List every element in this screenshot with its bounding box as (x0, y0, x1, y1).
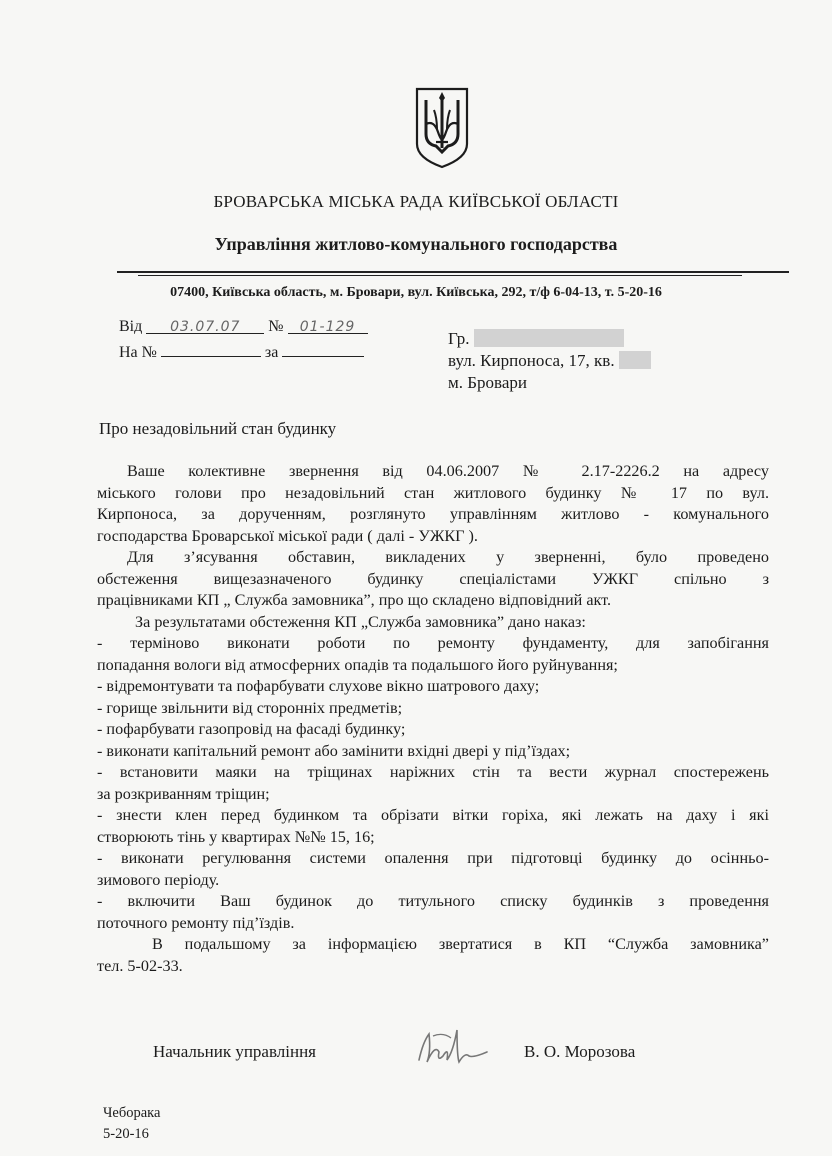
body-line: міського голови про незадовільний стан житлового будинку № 17 по вул. (97, 483, 769, 502)
body-line: працівниками КП „ Служба замовника”, про що складено відповідний акт. (97, 591, 612, 609)
recipient-street (448, 351, 651, 371)
body-line: Кирпоноса, за дорученням, розглянуто управлінням житлово - комунального (97, 505, 769, 523)
trident-coat-of-arms-icon (414, 86, 470, 170)
number-label: № (268, 318, 284, 335)
letter-body (97, 461, 769, 977)
list-item-line: - встановити маяки на тріщинах наріжних стін та вести журнал спостережень (97, 763, 769, 781)
body-line: тел. 5-02-33. (97, 956, 183, 975)
executor-name: Чеборака (103, 1105, 161, 1121)
list-item-line: - терміново виконати роботи по ремонту фундаменту, для запобігання (97, 634, 769, 652)
reply-date-field (282, 341, 364, 357)
recipient-city: м. Бровари (448, 373, 527, 392)
number-field (288, 318, 368, 334)
handwritten-date: 03.07.07 (170, 319, 241, 335)
list-item-line: - включити Ваш будинок до титульного списку будинків з проведення (97, 892, 769, 910)
body-line: В подальшому за інформацією звертатися в КП “Служба замовника” (152, 935, 769, 953)
body-line: За результатами обстеження КП „Служба замовника” дано наказ: (135, 612, 586, 631)
recipient-street-text: вул. Кирпоноса, 17, кв. (448, 351, 615, 370)
recipient-prefix: Гр. (448, 329, 470, 348)
handwritten-signature-icon (413, 1022, 493, 1070)
handwritten-number: 01-129 (299, 319, 356, 335)
outgoing-reference (119, 318, 368, 336)
letter-subject: Про незадовільний стан будинку (99, 419, 337, 438)
body-line: господарства Броварської міської ради ( далі - УЖКГ ). (97, 526, 478, 545)
recipient-name (448, 329, 624, 349)
list-item-line: - знести клен перед будинком та обрізати вітки горіха, які лежать на даху і які (97, 806, 769, 824)
list-item-line: - виконати регулювання системи опалення при підготовці будинку до осінньо- (97, 849, 769, 867)
redacted-apartment (619, 351, 651, 369)
reply-to-label: за (264, 344, 279, 361)
list-item-line: створюють тінь у квартирах №№ 15, 16; (97, 827, 375, 846)
body-line: обстеження вищезазначеного будинку спеціалістами УЖКГ спільно з (97, 569, 769, 588)
redacted-name (474, 329, 624, 347)
from-label: Від (119, 318, 143, 335)
signatory-title: Начальник управління (153, 1042, 316, 1061)
list-item-line: - відремонтувати та пофарбувати слухове вікно шатрового даху; (97, 677, 540, 695)
header-divider (117, 271, 789, 273)
department-name: Управління житлово-комунального господарства (214, 234, 618, 254)
reply-reference (119, 341, 364, 362)
list-item-line: - виконати капітальний ремонт або замінити вхідні двері у під’їздах; (97, 741, 571, 760)
executor-phone: 5-20-16 (103, 1126, 149, 1142)
list-item-line: зимового періоду. (97, 870, 220, 889)
list-item-line: поточного ремонту під’їздів. (97, 913, 295, 932)
body-line: Ваше колективне звернення від 04.06.2007 № 2.17-2226.2 на адресу (127, 462, 769, 480)
list-item-line: за розкриванням тріщин; (97, 784, 270, 803)
list-item-line: - пофарбувати газопровід на фасаді будинку; (97, 720, 406, 738)
list-item-line: попадання вологи від атмосферних опадів та подальшого його руйнування; (97, 655, 618, 674)
signatory-name: В. О. Морозова (524, 1042, 636, 1061)
organization-address: 07400, Київська область, м. Бровари, вул. Київська, 292, т/ф 6-04-13, т. 5-20-16 (170, 285, 662, 300)
council-name: БРОВАРСЬКА МІСЬКА РАДА КИЇВСЬКОЇ ОБЛАСТІ (213, 192, 619, 211)
reply-label: На № (119, 344, 157, 361)
body-line: Для з’ясування обставин, викладених у зверненні, було проведено (127, 548, 769, 566)
reply-number-field (161, 341, 261, 357)
date-field (146, 318, 264, 334)
header-divider-thin (138, 275, 742, 276)
list-item-line: - горище звільнити від сторонніх предметів; (97, 698, 403, 717)
